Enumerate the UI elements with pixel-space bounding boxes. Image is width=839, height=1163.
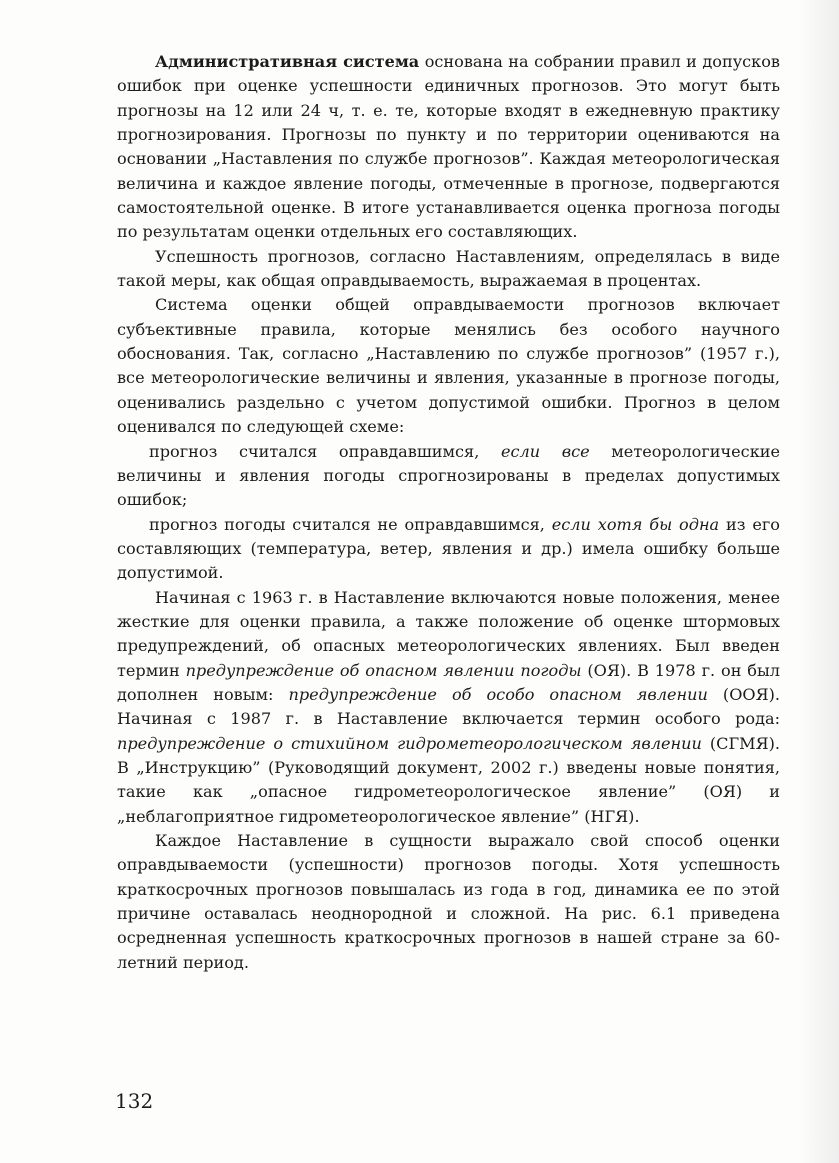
paragraph-text: (СГМЯ). В „Инструкцию” (Руководящий документ, 2002 г.) введены новые понятия, такие как „опасное гидрометеорологическое явление” (ОЯ) и „неблагоприятное гидрометеорологическое явление” (НГЯ).	[117, 733, 780, 826]
paragraph-text: метеорологические величины и явления погоды спрогнозированы в пределах допустимых ошибок;	[117, 441, 781, 510]
paragraph-since-1963	[117, 586, 780, 829]
page-text	[117, 50, 780, 975]
italic-phrase: если все	[500, 441, 590, 461]
bold-term: Административная система	[155, 52, 420, 71]
paragraph-each-manual	[117, 829, 780, 975]
paragraph-text: из его составляющих (температура, ветер, явления и др.) имела ошибку больше допустимой.	[117, 514, 780, 583]
paragraph-text: Система оценки общей оправдываемости прогнозов включает субъективные правила, которые менялись без особого научного обоснования. Так, согласно „Наставлению по службе прогнозов” (1957 г.), все метеорологические величины и явления, указанные в прогнозе погоды, оценивались раздельно с учетом допустимой ошибки. Прогноз в целом оценивался по следующей схеме:	[117, 295, 780, 437]
paragraph-evaluation-system	[117, 293, 780, 439]
paragraph-text: (ООЯ). Начиная с 1987 г. в Наставление включается термин особого рода:	[117, 684, 780, 729]
italic-term: предупреждение о стихийном гидрометеорологическом явлении	[117, 733, 702, 753]
italic-phrase: если хотя бы одна	[551, 514, 720, 534]
paragraph-text: основана на собрании правил и допусков ошибок при оценке успешности единичных прогнозов. Это могут быть прогнозы на 12 или 24 ч, т. е. те, которые входят в ежедневную практику прогнозирования. Прогнозы по пункту и по территории оцениваются на основании „Наставления по службе прогнозов”. Каждая метеорологическая величина и каждое явление погоды, отмеченные в прогнозе, подвергаются самостоятельной оценке. В итоге устанавливается оценка прогноза погоды по результатам оценки отдельных его составляющих.	[117, 52, 780, 242]
paragraph-text: Начиная с 1963 г. в Наставление включаются новые положения, менее жесткие для оценки правила, а также положение об оценке штормовых предупреждений, об опасных метеорологических явлениях. Был введен термин	[117, 587, 780, 680]
paragraph-text: Каждое Наставление в сущности выражало свой способ оценки оправдываемости (успешности) прогнозов погоды. Хотя успешность краткосрочных прогнозов повышалась из года в год, динамика ее по этой причине оставалась неоднородной и сложной. На рис. 6.1 приведена осредненная успешность краткосрочных прогнозов в нашей стране за 60-летний период.	[117, 831, 780, 972]
paragraph-text: (ОЯ). В 1978 г. он был дополнен новым:	[117, 660, 780, 704]
paragraph-text: Успешность прогнозов, согласно Наставлениям, определялась в виде такой меры, как общая оправдываемость, выражаемая в процентах.	[117, 246, 780, 291]
italic-term: предупреждение об опасном явлении погоды	[185, 660, 582, 680]
paragraph-text: прогноз погоды считался не оправдавшимся,	[149, 514, 552, 534]
paragraph-text: прогноз считался оправдавшимся,	[149, 441, 501, 461]
page-number: 132	[115, 1089, 154, 1113]
paragraph-forecast-success	[117, 245, 780, 294]
paragraph-rule-not-justified	[117, 513, 780, 586]
paragraph-rule-justified	[117, 440, 780, 513]
italic-term: предупреждение об особо опасном явлении	[288, 684, 708, 704]
paragraph-administrative-system	[117, 50, 780, 245]
page-edge-shadow	[799, 0, 839, 1163]
